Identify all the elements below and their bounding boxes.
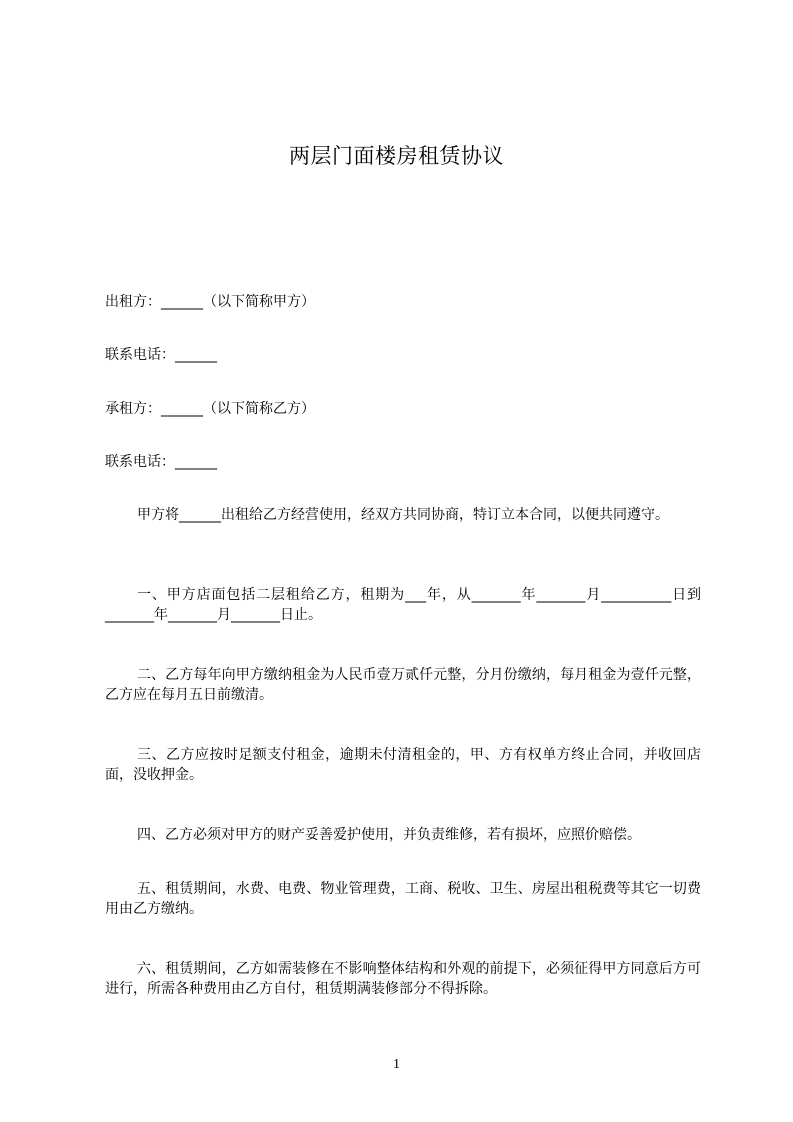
clause-6: 六、租赁期间，乙方如需装修在不影响整体结构和外观的前提下，必须征得甲方同意后方可进行，所需各种费用由乙方自付，租赁期满装修部分不得拆除。 — [105, 961, 701, 997]
clause-1: 一、甲方店面包括二层租给乙方，租期为___年，从_______年_______月__________日到_______年_______月_______日止。 — [105, 587, 701, 623]
lessee-phone-line: 联系电话：______ — [105, 454, 217, 470]
clause-3: 三、乙方应按时足额支付租金，逾期未付清租金的，甲、方有权单方终止合同，并收回店面，没收押金。 — [105, 747, 701, 783]
page-number: 1 — [393, 1057, 400, 1072]
lessee-line: 承租方：______（以下简称乙方） — [105, 401, 315, 417]
document-title: 两层门面楼房租赁协议 — [289, 144, 504, 168]
clause-5: 五、租赁期间，水费、电费、物业管理费，工商、税收、卫生、房屋出租税费等其它一切费用由乙方缴纳。 — [105, 881, 701, 917]
clause-4: 四、乙方必须对甲方的财产妥善爱护使用，并负责维修，若有损坏，应照价赔偿。 — [137, 827, 641, 843]
lessor-line: 出租方：______（以下简称甲方） — [105, 294, 315, 310]
clause-2: 二、乙方每年向甲方缴纳租金为人民币壹万贰仟元整，分月份缴纳，每月租金为壹仟元整，乙方应在每月五日前缴清。 — [105, 667, 701, 703]
intro-paragraph: 甲方将______出租给乙方经营使用，经双方共同协商，特订立本合同，以便共同遵守。 — [137, 507, 669, 523]
lessor-phone-line: 联系电话：______ — [105, 347, 217, 363]
